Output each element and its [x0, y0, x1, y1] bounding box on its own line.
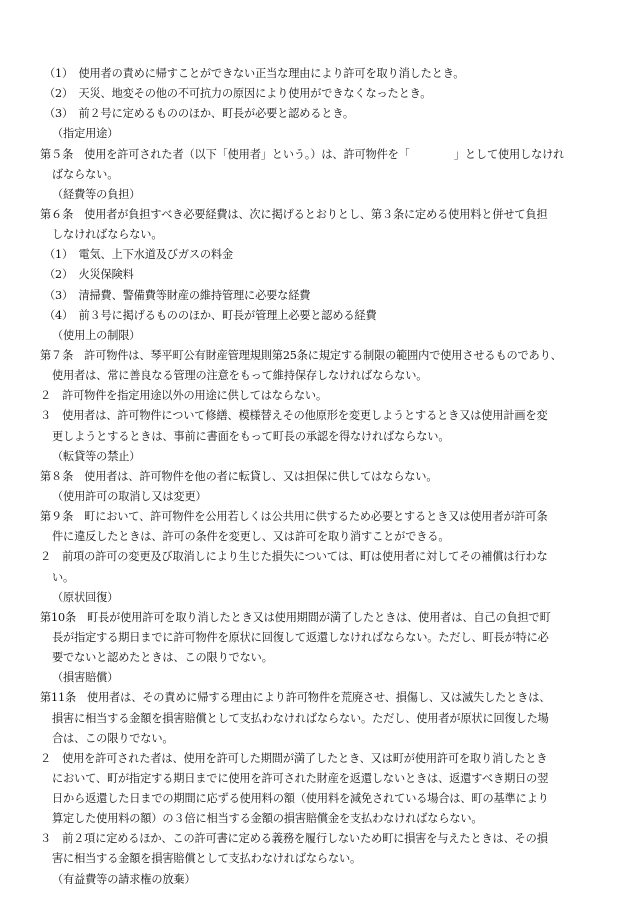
document-line-text: ばならない。: [52, 167, 119, 181]
document-line-text: （指定用途）: [52, 127, 119, 141]
document-line: [0, 145, 630, 165]
document-line: [0, 406, 630, 426]
document-line-text: （4） 前３号に掲げるもののほか、町長が管理上必要と認める経費: [44, 308, 377, 322]
document-line-text: 第８条 使用者は、許可物件を他の者に転貸し、又は担保に供してはならない。: [40, 469, 438, 483]
document-line: [0, 104, 630, 124]
document-line-text: 更しようとするときは、事前に書面をもって町長の承認を得なければならない。: [52, 429, 450, 443]
document-line-text: ２ 前項の許可の変更及び取消しにより生じた損失については、町は使用者に対してその補償は行わな: [40, 550, 548, 564]
document-line: [0, 527, 630, 547]
document-line: [0, 447, 630, 467]
document-line: [0, 225, 630, 245]
document-line: [0, 265, 630, 285]
document-line-text: 長が指定する期日までに許可物件を原状に回復して返還しなければならない。ただし、町長が特に必: [52, 630, 549, 644]
document-line: [0, 729, 630, 749]
document-line: [0, 829, 630, 849]
document-line: [0, 165, 630, 185]
document-line-text: 日から返還した日までの期間に応ずる使用料の額（使用料を減免されている場合は、町の基準により: [52, 792, 549, 806]
document-line: [0, 84, 630, 104]
document-line-text: （使用許可の取消し又は変更）: [52, 489, 207, 503]
document-line-text: 第６条 使用者が負担すべき必要経費は、次に掲げるとおりとし、第３条に定める使用料と併せて負担: [40, 207, 548, 221]
document-line-text: において、町が指定する期日までに使用を許可された財産を返還しないときは、返還すべき期日の翌: [52, 771, 549, 785]
document-line-text: （転貸等の禁止）: [52, 449, 141, 463]
document-line: [0, 668, 630, 688]
document-line: [0, 628, 630, 648]
document-line-text: ３ 使用者は、許可物件について修繕、模様替えその他原形を変更しようとするとき又は使用計画を変: [40, 409, 548, 423]
document-line-text: 第10条 町長が使用許可を取り消したとき又は使用期間が満了したときは、使用者は、自己の負担で町: [40, 610, 551, 624]
document-line: [0, 769, 630, 789]
document-line-text: 害に相当する金額を損害賠償として支払わなければならない。: [52, 852, 362, 866]
document-line-text: 件に違反したときは、許可の条件を変更し、又は許可を取り消すことができる。: [52, 530, 450, 544]
document-line: [0, 487, 630, 507]
document-line-text: しなければならない。: [52, 228, 163, 242]
document-line-text: 第９条 町において、許可物件を公用若しくは公共用に供するため必要とするとき又は使用者が許可条: [40, 510, 548, 524]
document-line: [0, 326, 630, 346]
document-line: [0, 688, 630, 708]
document-line: [0, 427, 630, 447]
document-line-text: （経費等の負担）: [52, 187, 141, 201]
document-line: [0, 467, 630, 487]
document-line: [0, 870, 630, 890]
document-line: [0, 366, 630, 386]
document-line-text: （1） 電気、上下水道及びガスの料金: [44, 248, 234, 262]
document-line-text: （3） 前２号に定めるもののほか、町長が必要と認めるとき。: [44, 107, 354, 121]
document-line-text: （1） 使用者の責めに帰すことができない正当な理由により許可を取り消したとき。: [44, 67, 465, 80]
document-line: [0, 568, 630, 588]
document-line-text: （2） 火災保険料: [44, 268, 134, 282]
document-line: [0, 306, 630, 326]
document-line: [0, 749, 630, 769]
document-line-text: 第11条 使用者は、その責めに帰する理由により許可物件を荒廃させ、損傷し、又は滅失したときは、: [40, 691, 551, 705]
document-line-text: 要でないと認めたときは、この限りでない。: [52, 651, 273, 665]
document-line-text: ３ 前２項に定めるほか、この許可書に定める義務を履行しないため町に損害を与えたときは、その損: [40, 832, 548, 846]
document-line: [0, 64, 630, 84]
document-line: [0, 205, 630, 225]
document-line: [0, 648, 630, 668]
document-line: [0, 507, 630, 527]
document-line-text: （原状回復）: [52, 590, 119, 604]
document-line-text: （損害賠償）: [52, 671, 119, 685]
document-line: [0, 588, 630, 608]
document-line: [0, 547, 630, 567]
document-line: [0, 386, 630, 406]
document-line-text: ２ 使用を許可された者は、使用を許可した期間が満了したとき、又は町が使用許可を取り消したとき: [40, 751, 548, 765]
document-line-text: ２ 許可物件を指定用途以外の用途に供してはならない。: [40, 389, 327, 403]
document-line: [0, 124, 630, 144]
document-line-text: 使用者は、常に善良なる管理の注意をもって維持保存しなければならない。: [52, 369, 428, 383]
document-line: [0, 789, 630, 809]
document-line: [0, 286, 630, 306]
document-line-text: （有益費等の請求権の放棄）: [52, 872, 196, 886]
document-line-text: （3） 清掃費、警備費等財産の維持管理に必要な経費: [44, 288, 311, 302]
document-line-text: （使用上の制限）: [52, 328, 141, 342]
document-line-text: （2） 天災、地変その他の不可抗力の原因により使用ができなくなったとき。: [44, 87, 432, 101]
document-line-text: い。: [52, 570, 75, 584]
document-line: [0, 346, 630, 366]
document-line: [0, 608, 630, 628]
document-line: [0, 185, 630, 205]
document-line-text: 算定した使用料の額）の３倍に相当する金額の損害賠償金を支払わなければならない。: [52, 812, 483, 826]
document-line: [0, 709, 630, 729]
document-line: [0, 245, 630, 265]
document-line-text: 第５条 使用を許可された者（以下「使用者」という。）は、許可物件を「 」として使用しなけれ: [40, 147, 565, 161]
document-line-text: 第７条 許可物件は、琴平町公有財産管理規則第25条に規定する制限の範囲内で使用させるものであり、: [40, 348, 562, 362]
document-line-text: 損害に相当する金額を損害賠償として支払わなければならない。ただし、使用者が原状に回復した場: [52, 711, 549, 725]
document-line: [0, 809, 630, 829]
document-line-text: 合は、この限りでない。: [52, 731, 174, 745]
document-body: [0, 64, 630, 890]
document-line: [0, 849, 630, 869]
